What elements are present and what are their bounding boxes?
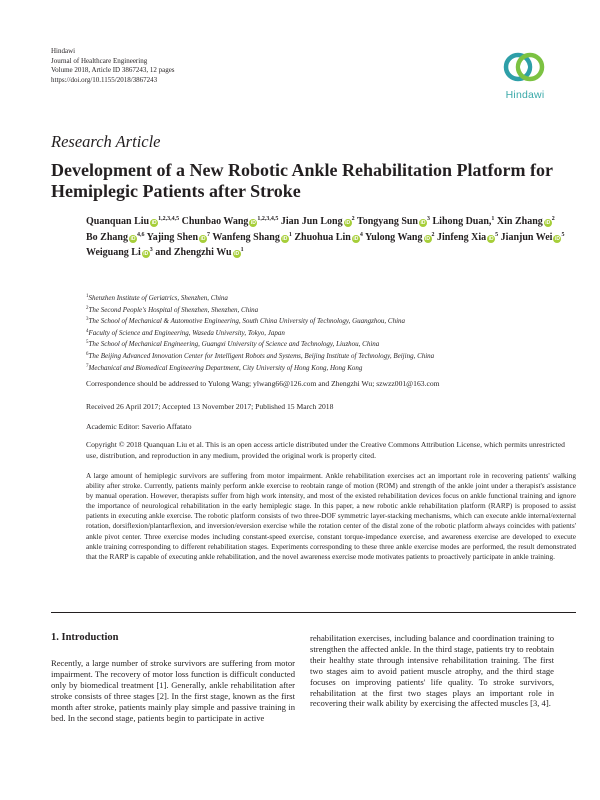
article-type: Research Article xyxy=(51,132,161,151)
doi-link[interactable]: https://doi.org/10.1155/2018/3867243 xyxy=(51,75,158,84)
author-name xyxy=(86,216,179,227)
author-affiliation-marker: 2 xyxy=(351,216,355,222)
affiliation-number: 7 xyxy=(86,363,89,369)
intro-right-column: rehabilitation exercises, including balance and coordination training to strengthen the affected ankle. In the third stage, patients try to reobtain their healthy state through intensive rehabilitation training. The first two stages aim to avoid patient muscle atrophy, and the third stage focuses on improving patients' life quality. To stroke survivors, rehabilitation at the first two stages plays an important role in recovering their walk ability by exercising the affected muscles [3, 4]. xyxy=(310,633,554,709)
affiliation-item xyxy=(86,363,576,375)
author-name xyxy=(501,232,565,243)
affiliation-number: 1 xyxy=(86,294,89,299)
orcid-icon[interactable]: iD xyxy=(488,235,494,242)
affiliation-text: Mechanical and Biomedical Engineering Department, City University of Hong Kong, Hong Kong xyxy=(88,363,363,372)
author-affiliation-marker: 1 xyxy=(491,216,495,222)
orcid-icon[interactable]: iD xyxy=(143,251,149,257)
orcid-icon[interactable]: iD xyxy=(353,235,359,242)
orcid-icon[interactable]: iD xyxy=(345,220,351,226)
orcid-icon[interactable]: iD xyxy=(200,235,206,242)
affiliation-item xyxy=(86,328,576,340)
author-name xyxy=(365,232,435,243)
author-affiliation-marker: 1 xyxy=(240,247,244,253)
section-heading: 1. Introduction xyxy=(51,632,119,643)
affiliation-item xyxy=(86,351,576,363)
author-affiliation-marker: 2 xyxy=(431,231,435,238)
author-name-text: Wanfeng Shang xyxy=(212,231,280,243)
affiliation-item xyxy=(86,305,576,317)
author-affiliation-marker: 2 xyxy=(551,216,555,222)
abstract: A large amount of hemiplegic survivors are suffering from motor impairment. Ankle rehabilitation exercises act an important role in recovering patients' walking ability after stroke. Currently, patients mainly perform ankle exercise to reobtain range of motion (ROM) and strength of the ankle joint under a therapist's assistance by manual operation. However, therapists suffer from high work intensity, and most of the existed rehabilitation devices focus on ankle functional training and ignore the importance of neurological rehabilitation in the early hemiplegic stage. In this paper, a new robotic ankle rehabilitation platform (RARP) is proposed to assist patients in executing ankle exercise. The robotic platform consists of two three-DOF symmetric layer-stacking mechanisms, which can execute ankle internal/external rotation, dorsiflexion/plantarflexion, and inversion/eversion exercise while the rotation center of the distal zone of the robotic platform always coincides with patients' ankle pivot center. Three exercise modes including constant-speed exercise, constant torque-impedance exercise, and awareness exercise are developed to execute ankle training corresponding to different rehabilitation stages. Experiments corresponding to these three ankle exercise modes are performed, the result demonstrated that the RARP is capable of executing ankle rehabilitation, and the novel awareness exercise mode motivates patients to proactively participate in ankle training. xyxy=(86,471,576,561)
affiliation-item xyxy=(86,293,576,305)
author-list xyxy=(86,214,576,261)
academic-editor: Academic Editor: Saverio Affatato xyxy=(86,422,192,431)
author-name xyxy=(86,232,144,243)
author-affiliation-marker: 5 xyxy=(495,231,499,238)
affiliation-number: 2 xyxy=(86,305,89,311)
author-affiliation-marker: 7 xyxy=(207,231,211,238)
affiliation-text: Faculty of Science and Engineering, Waseda University, Tokyo, Japan xyxy=(88,328,285,337)
affiliation-number: 3 xyxy=(86,317,89,323)
affiliation-text: The Beijing Advanced Innovation Center for Intelligent Robots and Systems, Beijing Institute of Technology, Beijing, China xyxy=(88,351,435,360)
author-name-text: Chunbao Wang xyxy=(181,216,249,227)
author-affiliation-marker: 3 xyxy=(149,247,153,253)
affiliation-item xyxy=(86,316,576,328)
affiliation-number: 5 xyxy=(86,340,89,346)
author-name-text: Yajing Shen xyxy=(146,231,199,243)
author-name xyxy=(86,247,153,258)
affiliation-text: The School of Mechanical & Automotive Engineering, South China University of Technology, Guangzhou, China xyxy=(88,317,406,326)
orcid-icon[interactable]: iD xyxy=(250,220,256,226)
author-name-text: Bo Zhang xyxy=(86,231,128,243)
author-name-text: Jinfeng Xia xyxy=(437,231,487,243)
author-name-text: Zhuohua Lin xyxy=(294,231,351,243)
orcid-icon[interactable]: iD xyxy=(130,235,136,242)
author-affiliation-marker: 1 xyxy=(288,231,292,238)
orcid-icon[interactable]: iD xyxy=(234,251,240,257)
orcid-icon[interactable]: iD xyxy=(151,220,157,226)
author-name xyxy=(281,216,355,227)
author-name xyxy=(212,232,292,243)
dates: Received 26 April 2017; Accepted 13 November 2017; Published 15 March 2018 xyxy=(86,402,334,411)
volume-info: Volume 2018, Article ID 3867243, 12 pages xyxy=(51,66,175,74)
journal-name: Journal of Healthcare Engineering xyxy=(51,56,148,65)
copyright: Copyright © 2018 Quanquan Liu et al. This is an open access article distributed under the Creative Commons Attribution License, which permits unrestricted use, distribution, and reproduction in any medium, provided the original work is properly cited. xyxy=(86,440,565,460)
author-affiliation-marker: 4,6 xyxy=(136,231,145,238)
logo-wordmark: Hindawi xyxy=(505,89,545,101)
author-affiliation-marker: 3 xyxy=(427,216,430,222)
orcid-icon[interactable]: iD xyxy=(554,235,560,242)
affiliation-number: 6 xyxy=(86,351,89,357)
author-name-text: Lihong Duan, xyxy=(432,216,492,227)
affiliation-item xyxy=(86,339,576,351)
author-name xyxy=(497,216,555,227)
affiliation-text: Shenzhen Institute of Geriatrics, Shenzhen, China xyxy=(88,294,228,302)
paper-title: Development of a New Robotic Ankle Rehabilitation Platform for Hemiplegic Patients after Stroke xyxy=(51,160,553,201)
author-name-text: and Zhengzhi Wu xyxy=(155,247,232,258)
author-affiliation-marker: 5 xyxy=(561,231,565,238)
author-name-text: Yulong Wang xyxy=(364,231,423,243)
author-name xyxy=(294,232,362,243)
publication-info xyxy=(51,47,175,85)
author-name xyxy=(182,216,279,227)
author-name xyxy=(433,216,495,227)
author-affiliation-marker: 1,2,3,4,5 xyxy=(158,216,180,222)
section-divider xyxy=(51,612,576,613)
author-name-text: Xin Zhang xyxy=(496,216,543,227)
author-name xyxy=(155,247,243,258)
intro-left-column: Recently, a large number of stroke survivors are suffering from motor impairment. The recovery of motor loss function is difficult conducted only by biomedical treatment [1]. Generally, ankle rehabilitation after stroke consists of three stages [2]. In the first stage, known as the first month after stroke, patients mainly play simple and passive training in bed. In the second stage, patients begin to participate in active xyxy=(51,658,295,723)
publisher-name: Hindawi xyxy=(51,47,76,55)
affiliation-list xyxy=(86,293,576,374)
orcid-icon[interactable]: iD xyxy=(282,235,288,242)
orcid-icon[interactable]: iD xyxy=(420,220,426,226)
affiliation-text: The Second People's Hospital of Shenzhen, Shenzhen, China xyxy=(88,305,259,314)
correspondence: Correspondence should be addressed to Yulong Wang; ylwang66@126.com and Zhengzhi Wu; szwzz001@163.com xyxy=(86,379,440,388)
author-name-text: Weiguang Li xyxy=(86,247,141,258)
author-name-text: Quanquan Liu xyxy=(86,216,150,227)
author-name xyxy=(357,216,430,227)
author-affiliation-marker: 4 xyxy=(359,231,363,238)
author-name xyxy=(147,232,210,243)
orcid-icon[interactable]: iD xyxy=(545,220,551,226)
author-name-text: Tongyang Sun xyxy=(356,216,418,227)
affiliation-text: The School of Mechanical Engineering, Guangxi University of Science and Technology, Liuzhou, China xyxy=(88,340,380,349)
orcid-icon[interactable]: iD xyxy=(425,235,430,242)
author-name-text: Jian Jun Long xyxy=(280,216,343,227)
author-affiliation-marker: 1,2,3,4,5 xyxy=(257,216,279,222)
author-name xyxy=(437,232,498,243)
affiliation-number: 4 xyxy=(86,328,89,334)
author-name-text: Jianjun Wei xyxy=(500,231,553,243)
